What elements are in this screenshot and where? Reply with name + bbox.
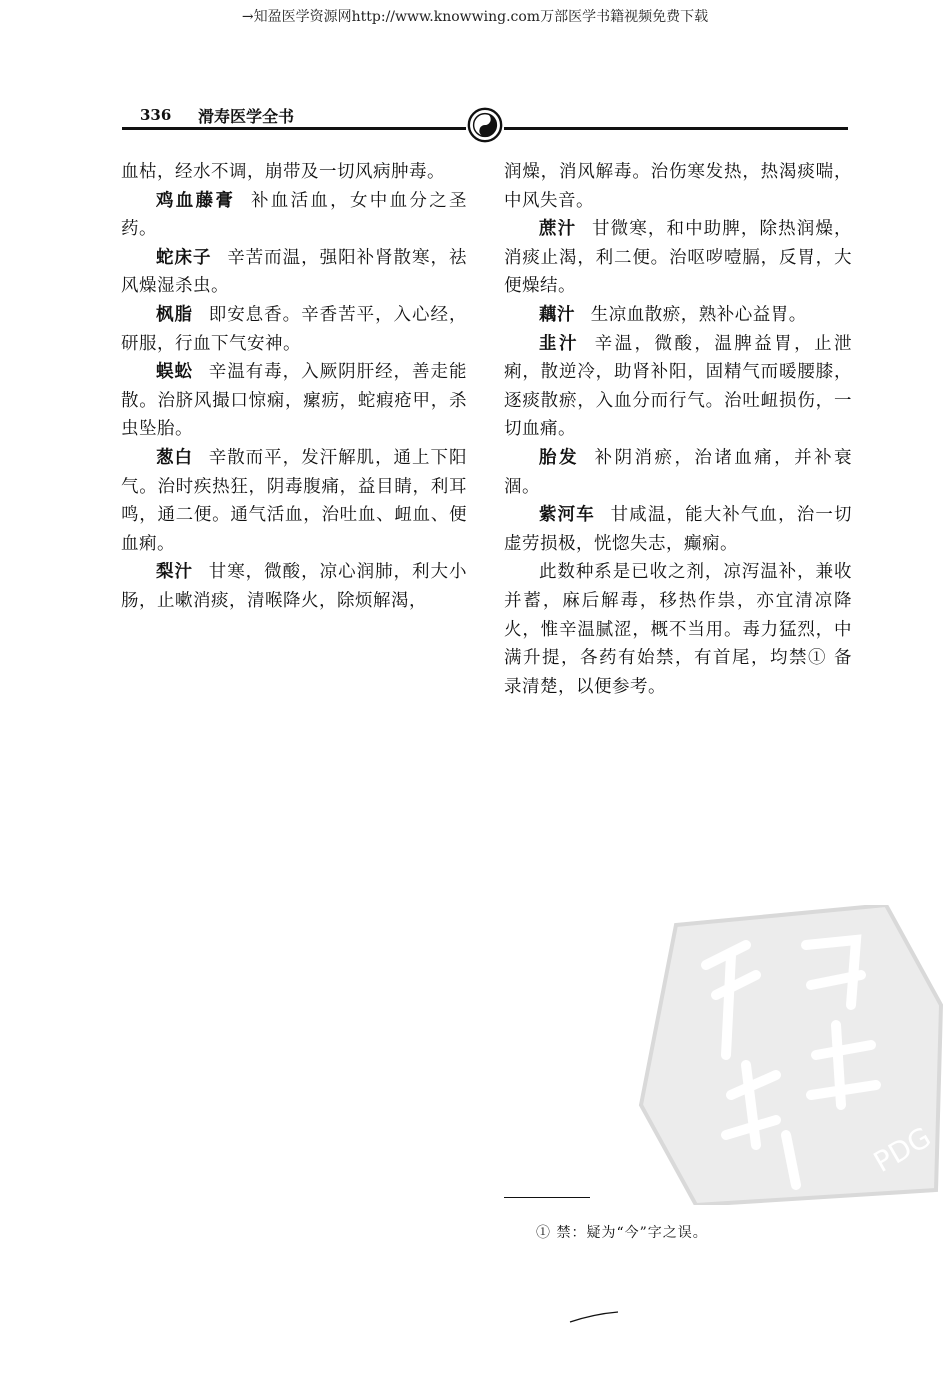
footnote-rule xyxy=(504,1197,590,1198)
right-column xyxy=(504,158,852,701)
entry-wugong xyxy=(121,358,467,444)
entry-jiuzhi xyxy=(504,330,852,444)
entry-text: 生凉血散瘀，熟补心益胃。 xyxy=(590,304,807,325)
entry-congbai xyxy=(121,444,467,558)
pen-stroke-mark xyxy=(568,1310,620,1324)
entry-term: 蛇床子 xyxy=(156,247,212,268)
entry-text: 辛散而平，发汗解肌，通上下阳气。治时疾热狂，阴毒腹痛，益目睛，利耳鸣，通二便。通气活血，治吐血、衄血、便血痢。 xyxy=(121,447,468,554)
entry-text: 辛苦而温，强阳补肾散寒，祛风燥湿杀虫。 xyxy=(121,247,468,297)
page-number: 336 xyxy=(140,106,172,124)
entry-text: 即安息香。辛香苦平，入心经，研服，行血下气安神。 xyxy=(121,304,468,354)
continued-text: 润燥，消风解毒。治伤寒发热，热渴痰喘，中风失音。 xyxy=(504,162,852,211)
entry-text: 甘寒，微酸，凉心润肺，利大小肠，止嗽消痰，清喉降火，除烦解渴， xyxy=(121,562,468,611)
entry-term: 梨汁 xyxy=(156,562,193,583)
entry-ouzhi xyxy=(504,301,852,330)
entry-term: 紫河车 xyxy=(539,505,595,526)
seal-watermark-icon xyxy=(636,905,946,1205)
running-header xyxy=(122,100,848,140)
entry-term: 蜈蚣 xyxy=(156,362,193,383)
source-banner: →知盈医学资源网http://www.knowwing.com万部医学书籍视频免费下载 xyxy=(241,9,709,25)
closing-paragraph: 此数种系是已收之剂，凉泻温补，兼收并蓄，麻后解毒，移热作祟，亦宜清凉降火，惟辛温腻涩，概不当用。毒力猛烈，中满升提，各药有始禁，有首尾，均禁① 备录清楚，以便参考。 xyxy=(504,562,852,697)
yin-yang-icon xyxy=(466,106,504,144)
left-column xyxy=(121,158,467,616)
entry-term: 胎发 xyxy=(539,447,579,468)
entry-term: 蔗汁 xyxy=(539,219,577,240)
entry-text: 甘咸温，能大补气血，治一切虚劳损极，恍惚失志，癫痫。 xyxy=(504,505,853,554)
entry-term: 枫脂 xyxy=(156,304,193,325)
header-rule-right xyxy=(504,127,848,130)
footnote: ① 禁：疑为“今”字之误。 xyxy=(536,1225,708,1241)
watermark-text: PDG xyxy=(867,1120,937,1179)
entry-jixueteng xyxy=(121,187,467,244)
entry-term: 鸡血藤膏 xyxy=(156,190,236,211)
entry-text: 辛温有毒，入厥阴肝经，善走能散。治脐风撮口惊痫，瘰疬，蛇瘕疮甲，杀虫坠胎。 xyxy=(121,362,468,440)
entry-shechuangzi xyxy=(121,244,467,301)
entry-text: 补阴消瘀，治诸血痛，并补衰涸。 xyxy=(504,447,853,497)
entry-text: 甘微寒，和中助脾，除热润燥，消痰止渴，利二便。治呕哕噎膈，反胃，大便燥结。 xyxy=(504,219,852,297)
entry-lizhi xyxy=(121,558,467,615)
entry-text: 辛温，微酸，温脾益胃，止泄痢，散逆冷，助肾补阳，固精气而暖腰膝，逐痰散瘀，入血分而行气。治吐衄损伤，一切血痛。 xyxy=(504,333,853,440)
entry-term: 葱白 xyxy=(156,447,193,468)
entry-term: 韭汁 xyxy=(539,333,579,354)
entry-fengzhi xyxy=(121,301,467,358)
book-title: 滑寿医学全书 xyxy=(198,107,295,126)
entry-text: 补血活血，女中血分之圣药。 xyxy=(121,190,468,240)
header-rule-left xyxy=(122,127,466,130)
entry-zhezhi xyxy=(504,215,852,301)
entry-ziheche xyxy=(504,501,852,558)
entry-taifa xyxy=(504,444,852,501)
continued-text: 血枯，经水不调，崩带及一切风病肿毒。 xyxy=(121,162,445,182)
entry-term: 藕汁 xyxy=(539,304,575,325)
